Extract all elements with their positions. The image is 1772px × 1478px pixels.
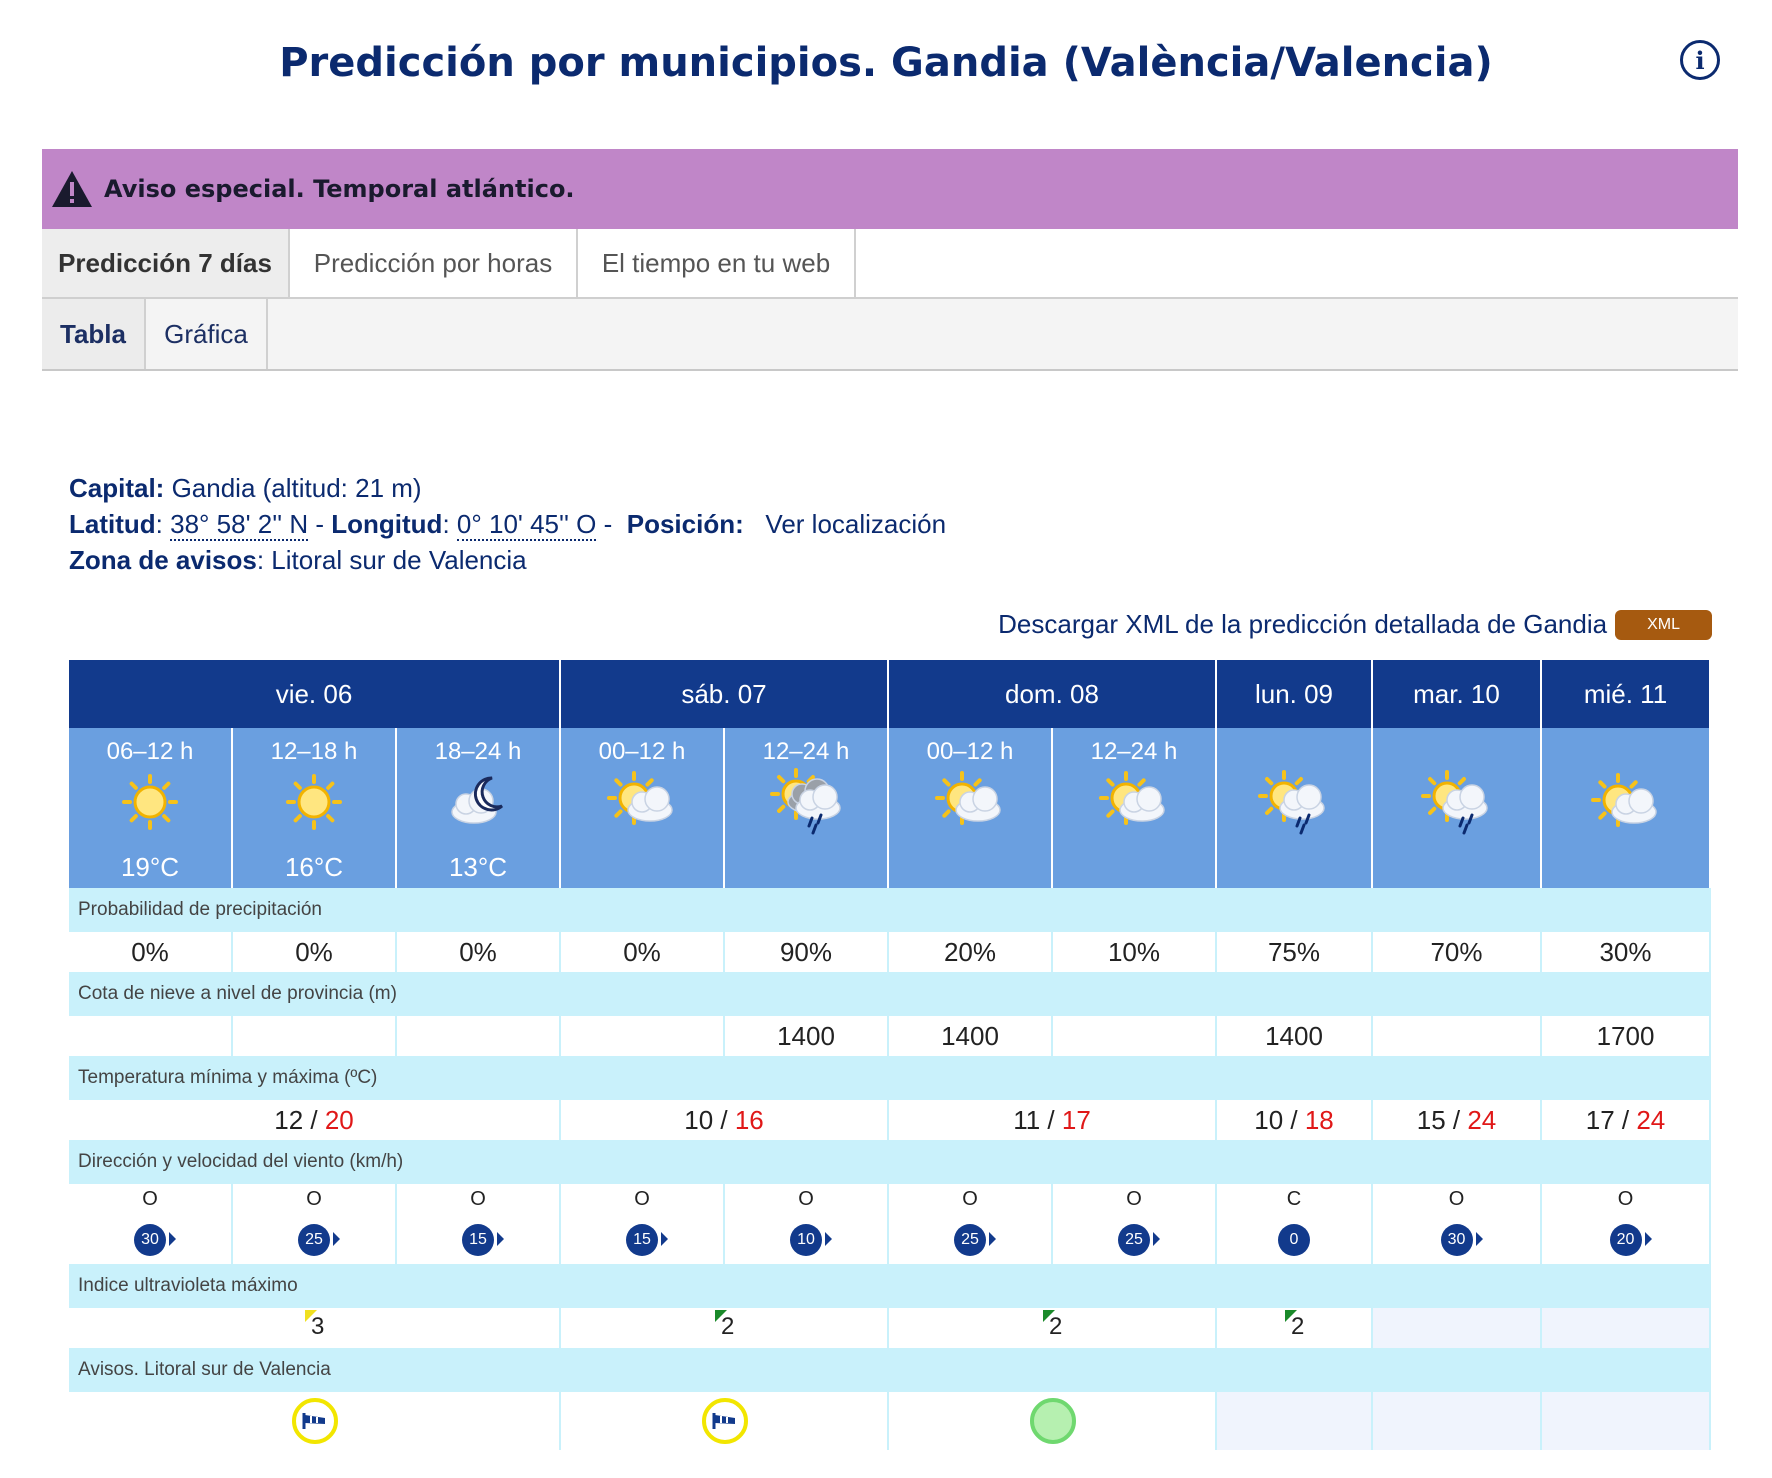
wind-speed-badge: 20 (1610, 1224, 1642, 1256)
wind-cell (1542, 1184, 1711, 1264)
wind-speed-badge: 25 (954, 1224, 986, 1256)
sun-cloud-icon (930, 766, 1010, 836)
precip-value: 0% (69, 932, 233, 972)
xml-download (998, 609, 1712, 640)
wind-warning-icon[interactable] (702, 1398, 748, 1444)
period-label: 00–12 h (598, 738, 686, 765)
period-temp: 19°C (120, 852, 180, 882)
snow-value (69, 1016, 233, 1056)
day-header[interactable]: dom. 08 (889, 660, 1217, 728)
wind-arrow-icon (333, 1232, 340, 1246)
temp-max: 18 (1304, 1104, 1334, 1135)
capital-label: Capital: (69, 473, 165, 503)
temp-minmax (889, 1100, 1217, 1140)
temp-max: 17 (1061, 1104, 1091, 1135)
uv-cell (561, 1308, 889, 1348)
precip-value: 30% (1542, 932, 1711, 972)
precip-value: 90% (725, 932, 889, 972)
temp-min: 15 (1416, 1104, 1446, 1135)
zona-line: Zona de avisos: Litoral sur de Valencia (69, 545, 527, 575)
info-icon[interactable]: i (1680, 40, 1720, 80)
uv-cell (1542, 1308, 1711, 1348)
period-cell (1542, 728, 1711, 888)
precip-value: 70% (1373, 932, 1542, 972)
precip-value: 75% (1217, 932, 1373, 972)
moon-cloud-icon (438, 766, 518, 836)
uv-value: 2 (721, 1313, 735, 1340)
row-label-temp: Temperatura mínima y máxima (ºC) (69, 1056, 1711, 1100)
snow-value: 1700 (1542, 1016, 1711, 1056)
alert-text: Aviso especial. Temporal atlántico. (104, 175, 575, 203)
wind-direction: O (306, 1188, 322, 1210)
period-cell (1217, 728, 1373, 888)
wind-arrow-icon (1153, 1232, 1160, 1246)
wind-warning-icon[interactable] (292, 1398, 338, 1444)
wind-arrow-icon (989, 1232, 996, 1246)
temp-minmax (1542, 1100, 1711, 1140)
wind-cell (725, 1184, 889, 1264)
period-temp: 16°C (284, 852, 344, 882)
period-cell (561, 728, 725, 888)
uv-cell (1373, 1308, 1542, 1348)
temp-min: 17 (1585, 1104, 1615, 1135)
top-strip (0, 0, 1772, 8)
day-header[interactable]: mié. 11 (1542, 660, 1711, 728)
wind-cell (1373, 1184, 1542, 1264)
wind-cell (561, 1184, 725, 1264)
xml-download-link[interactable]: Descargar XML de la predicción detallada de Gandia (998, 609, 1608, 639)
period-label: 12–18 h (270, 738, 358, 765)
wind-cell (233, 1184, 397, 1264)
wind-speed-badge: 15 (626, 1224, 658, 1256)
snow-value (561, 1016, 725, 1056)
sun-cloud-icon (1094, 766, 1174, 836)
ver-localizacion-link[interactable]: Ver localización (765, 509, 947, 539)
period-cell (1373, 728, 1542, 888)
warning-icon (50, 169, 94, 209)
temp-separator: / (1040, 1104, 1062, 1135)
wind-speed-badge: 30 (134, 1224, 166, 1256)
wind-speed-badge: 15 (462, 1224, 494, 1256)
wind-direction: O (142, 1188, 158, 1210)
wind-speed-badge: 30 (1441, 1224, 1473, 1256)
tab-grafica[interactable]: Gráfica (146, 299, 268, 369)
uv-cell (1217, 1308, 1373, 1348)
day-header[interactable]: sáb. 07 (561, 660, 889, 728)
aviso-cell (1542, 1392, 1711, 1450)
snow-value: 1400 (1217, 1016, 1373, 1056)
lon-value[interactable]: 0° 10' 45'' O (456, 509, 597, 539)
zona-label: Zona de avisos (69, 545, 257, 575)
wind-arrow-icon (1476, 1232, 1483, 1246)
alert-bar (42, 149, 1738, 229)
sun-cloud-icon (1586, 768, 1666, 838)
xml-badge-button[interactable]: XML (1615, 610, 1712, 640)
sun-cloud-rain-icon (1254, 768, 1334, 838)
temp-min: 11 (1013, 1104, 1041, 1135)
main-tabs (42, 229, 1738, 299)
precip-value: 0% (561, 932, 725, 972)
wind-direction: C (1286, 1188, 1302, 1210)
page-title: Predicción por municipios. Gandia (València/Valencia) (279, 40, 1493, 86)
row-label-avisos: Avisos. Litoral sur de Valencia (69, 1348, 1711, 1392)
precip-value: 20% (889, 932, 1053, 972)
wind-cell (1053, 1184, 1217, 1264)
wind-cell (397, 1184, 561, 1264)
snow-value (233, 1016, 397, 1056)
sun-cloud-rain-icon (1417, 768, 1497, 838)
day-header[interactable]: vie. 06 (69, 660, 561, 728)
precip-value: 0% (397, 932, 561, 972)
wind-arrow-icon (1645, 1232, 1652, 1246)
wind-direction: O (470, 1188, 486, 1210)
period-label: 06–12 h (106, 738, 194, 765)
sun-cloud-icon (602, 766, 682, 836)
wind-cell (889, 1184, 1053, 1264)
wind-speed-badge: 25 (1118, 1224, 1150, 1256)
wind-direction: O (1617, 1188, 1634, 1210)
temp-separator: / (1283, 1104, 1305, 1135)
snow-value (397, 1016, 561, 1056)
temp-minmax (561, 1100, 889, 1140)
sun-icon (110, 766, 190, 836)
uv-cell (69, 1308, 561, 1348)
wind-direction: O (798, 1188, 814, 1210)
location-info (69, 470, 946, 578)
no-warning-icon[interactable] (1030, 1398, 1076, 1444)
lat-value[interactable]: 38° 58' 2'' N (170, 509, 309, 539)
tab-prediccion-por-horas[interactable]: Predicción por horas (290, 229, 578, 297)
capital-value: Gandia (altitud: 21 m) (171, 473, 422, 503)
wind-arrow-icon (169, 1232, 176, 1246)
temp-min: 10 (1254, 1104, 1284, 1135)
aviso-cell (1373, 1392, 1542, 1450)
zona-value: Litoral sur de Valencia (271, 545, 527, 575)
row-label-uv: Indice ultravioleta máximo (69, 1264, 1711, 1308)
uv-cell (889, 1308, 1217, 1348)
temp-min: 12 (274, 1104, 304, 1135)
tab-tabla[interactable]: Tabla (42, 299, 146, 369)
wind-direction: O (1126, 1188, 1142, 1210)
snow-value (1053, 1016, 1217, 1056)
forecast-table (69, 660, 1711, 1458)
wind-cell (1217, 1184, 1373, 1264)
day-header[interactable]: mar. 10 (1373, 660, 1542, 728)
period-label: 18–24 h (434, 738, 522, 765)
temp-minmax (1373, 1100, 1542, 1140)
tab-el-tiempo-en-tu-web[interactable]: El tiempo en tu web (578, 229, 856, 297)
period-label: 00–12 h (926, 738, 1014, 765)
temp-max: 24 (1467, 1104, 1497, 1135)
wind-speed-badge: 10 (790, 1224, 822, 1256)
aviso-cell (561, 1392, 889, 1450)
wind-arrow-icon (497, 1232, 504, 1246)
temp-separator: / (303, 1104, 325, 1135)
period-cell (725, 728, 889, 888)
wind-speed-badge: 0 (1278, 1224, 1310, 1256)
sun-icon (274, 766, 354, 836)
period-cell (69, 728, 233, 888)
period-label: 12–24 h (762, 738, 850, 765)
wind-arrow-icon (661, 1232, 668, 1246)
wind-arrow-icon (825, 1232, 832, 1246)
wind-speed-badge: 25 (298, 1224, 330, 1256)
tab-prediccion-7-dias[interactable]: Predicción 7 días (42, 229, 290, 297)
period-cell (397, 728, 561, 888)
period-label: 12–24 h (1090, 738, 1178, 765)
lon-label: Longitud (331, 509, 443, 539)
temp-separator: / (1614, 1104, 1637, 1135)
pos-label: Posición: (626, 509, 744, 539)
period-temp: 13°C (448, 852, 508, 882)
sub-tabs (42, 299, 1738, 371)
snow-value: 1400 (725, 1016, 889, 1056)
snow-value (1373, 1016, 1542, 1056)
wind-direction: O (1448, 1188, 1465, 1210)
capital-line (69, 470, 946, 506)
lat-label: Latitud (69, 509, 156, 539)
temp-min: 10 (684, 1104, 714, 1135)
coords-line: Latitud: 38° 58' 2'' N - Longitud: 0° 10' 45'' O - Posición: Ver localización (69, 509, 947, 539)
precip-value: 0% (233, 932, 397, 972)
row-label-precip: Probabilidad de precipitación (69, 888, 1711, 932)
aviso-cell (1217, 1392, 1373, 1450)
temp-minmax (1217, 1100, 1373, 1140)
period-cell (233, 728, 397, 888)
uv-value: 2 (1291, 1313, 1305, 1340)
precip-value: 10% (1053, 932, 1217, 972)
snow-value: 1400 (889, 1016, 1053, 1056)
uv-value: 2 (1049, 1313, 1063, 1340)
temp-max: 16 (734, 1104, 764, 1135)
period-cell (1053, 728, 1217, 888)
temp-separator: / (1445, 1104, 1468, 1135)
uv-value: 3 (311, 1313, 325, 1340)
period-cell (889, 728, 1053, 888)
wind-direction: O (634, 1188, 650, 1210)
day-header[interactable]: lun. 09 (1217, 660, 1373, 728)
temp-max: 24 (1636, 1104, 1666, 1135)
row-label-snow: Cota de nieve a nivel de provincia (m) (69, 972, 1711, 1016)
aviso-cell (69, 1392, 561, 1450)
wind-cell (69, 1184, 233, 1264)
temp-minmax (69, 1100, 561, 1140)
storm-rain-icon (766, 766, 846, 836)
row-label-wind: Dirección y velocidad del viento (km/h) (69, 1140, 1711, 1184)
temp-separator: / (713, 1104, 735, 1135)
aviso-cell (889, 1392, 1217, 1450)
wind-direction: O (962, 1188, 978, 1210)
temp-max: 20 (324, 1104, 354, 1135)
